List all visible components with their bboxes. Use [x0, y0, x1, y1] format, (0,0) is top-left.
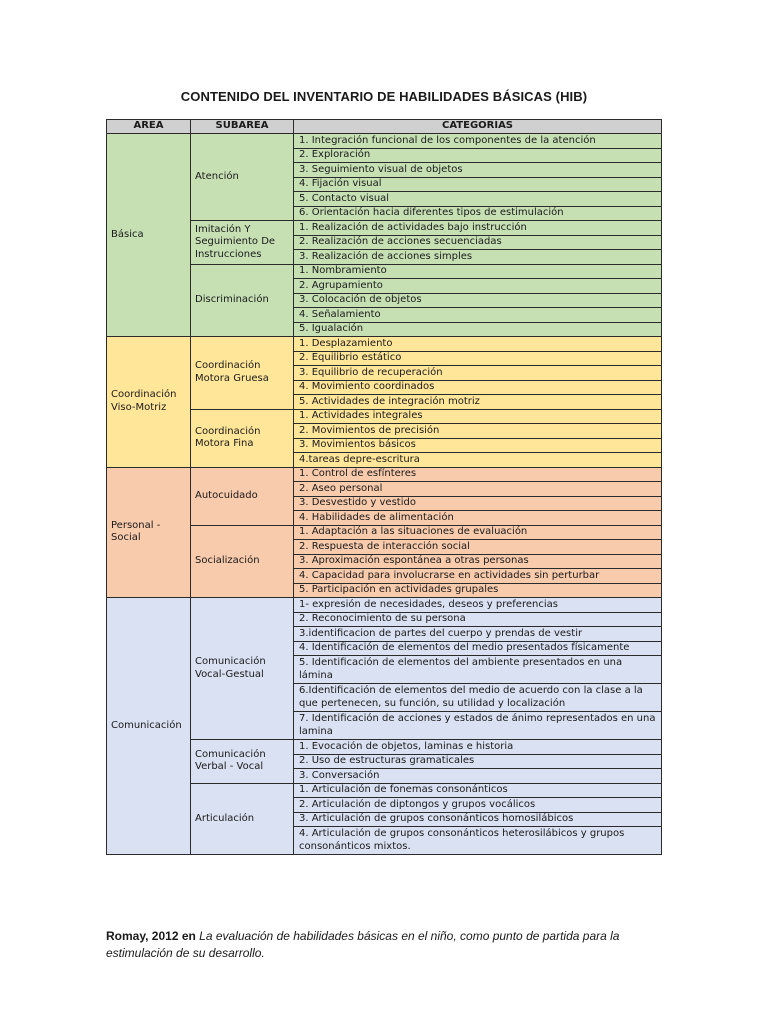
subarea-cell: Coordinación Motora Gruesa [191, 337, 294, 410]
table-row [107, 264, 662, 279]
category-cell: 4. Fijación visual [294, 177, 662, 192]
header-categorias: CATEGORIAS [294, 120, 662, 134]
area-cell: Comunicación [107, 598, 191, 855]
table-row [107, 337, 662, 352]
category-cell: 4. Movimiento coordinados [294, 380, 662, 395]
category-cell: 5. Actividades de integración motriz [294, 395, 662, 410]
area-cell: Coordinación Viso-Motriz [107, 337, 191, 468]
category-cell: 5. Igualación [294, 322, 662, 337]
category-cell: 1. Control de esfínteres [294, 467, 662, 482]
table-row [107, 221, 662, 236]
category-cell: 2. Equilibrio estático [294, 351, 662, 366]
area-cell: Personal - Social [107, 467, 191, 598]
subarea-cell: Discriminación [191, 264, 294, 337]
category-cell: 1. Realización de actividades bajo instrucción [294, 221, 662, 236]
category-cell: 1. Nombramiento [294, 264, 662, 279]
subarea-cell: Coordinación Motora Fina [191, 409, 294, 467]
category-cell: 6. Orientación hacia diferentes tipos de estimulación [294, 206, 662, 221]
area-cell: Básica [107, 134, 191, 337]
category-cell: 4. Habilidades de alimentación [294, 511, 662, 526]
table-row [107, 467, 662, 482]
category-cell: 6.Identificación de elementos del medio de acuerdo con la clase a la que pertenecen, su función, su utilidad y localización [294, 684, 662, 712]
category-cell: 3. Seguimiento visual de objetos [294, 163, 662, 178]
subarea-cell: Imitación Y Seguimiento De Instrucciones [191, 221, 294, 265]
subarea-cell: Autocuidado [191, 467, 294, 525]
category-cell: 4.tareas depre-escritura [294, 453, 662, 468]
category-cell: 2. Articulación de diptongos y grupos vocálicos [294, 798, 662, 813]
category-cell: 2. Exploración [294, 148, 662, 163]
citation-work: La evaluación de habilidades básicas en el niño, como punto de partida para la estimulación de su desarrollo. [106, 929, 620, 960]
table-row [107, 783, 662, 798]
table-body [107, 134, 662, 855]
category-cell: 3. Realización de acciones simples [294, 250, 662, 265]
header-subarea: SUBAREA [191, 120, 294, 134]
category-cell: 4. Capacidad para involucrarse en actividades sin perturbar [294, 569, 662, 584]
subarea-cell: Comunicación Verbal - Vocal [191, 740, 294, 784]
subarea-cell: Comunicación Vocal-Gestual [191, 598, 294, 740]
category-cell: 2. Aseo personal [294, 482, 662, 497]
category-cell: 3. Desvestido y vestido [294, 496, 662, 511]
category-cell: 2. Uso de estructuras gramaticales [294, 754, 662, 769]
category-cell: 1. Integración funcional de los componentes de la atención [294, 134, 662, 149]
category-cell: 1. Evocación de objetos, laminas e historia [294, 740, 662, 755]
citation [106, 928, 666, 962]
category-cell: 1. Actividades integrales [294, 409, 662, 424]
subarea-cell: Socialización [191, 525, 294, 598]
category-cell: 1. Articulación de fonemas consonánticos [294, 783, 662, 798]
habilidades-table [106, 119, 662, 855]
category-cell: 2. Movimientos de precisión [294, 424, 662, 439]
category-cell: 2. Reconocimiento de su persona [294, 612, 662, 627]
category-cell: 3. Aproximación espontánea a otras personas [294, 554, 662, 569]
table-row [107, 598, 662, 613]
table-row [107, 409, 662, 424]
category-cell: 1. Adaptación a las situaciones de evaluación [294, 525, 662, 540]
subarea-cell: Atención [191, 134, 294, 221]
category-cell: 3.identificacion de partes del cuerpo y prendas de vestir [294, 627, 662, 642]
category-cell: 5. Contacto visual [294, 192, 662, 207]
category-cell: 5. Participación en actividades grupales [294, 583, 662, 598]
table-row [107, 134, 662, 149]
category-cell: 2. Respuesta de interacción social [294, 540, 662, 555]
category-cell: 4. Señalamiento [294, 308, 662, 323]
category-cell: 7. Identificación de acciones y estados de ánimo representados en una lamina [294, 712, 662, 740]
category-cell: 4. Identificación de elementos del medio presentados físicamente [294, 641, 662, 656]
table-row [107, 525, 662, 540]
category-cell: 3. Colocación de objetos [294, 293, 662, 308]
category-cell: 1. Desplazamiento [294, 337, 662, 352]
document-title: CONTENIDO DEL INVENTARIO DE HABILIDADES BÁSICAS (HIB) [180, 89, 588, 104]
category-cell: 5. Identificación de elementos del ambiente presentados en una lámina [294, 656, 662, 684]
category-cell: 2. Realización de acciones secuenciadas [294, 235, 662, 250]
table-header-row [107, 120, 662, 134]
category-cell: 2. Agrupamiento [294, 279, 662, 294]
category-cell: 3. Conversación [294, 769, 662, 784]
category-cell: 3. Movimientos básicos [294, 438, 662, 453]
citation-author: Romay, 2012 en [106, 929, 196, 943]
category-cell: 4. Articulación de grupos consonánticos heterosilábicos y grupos consonánticos mixtos. [294, 827, 662, 855]
category-cell: 1- expresión de necesidades, deseos y preferencias [294, 598, 662, 613]
table-row [107, 740, 662, 755]
category-cell: 3. Articulación de grupos consonánticos homosilábicos [294, 812, 662, 827]
category-cell: 3. Equilibrio de recuperación [294, 366, 662, 381]
subarea-cell: Articulación [191, 783, 294, 855]
header-area: AREA [107, 120, 191, 134]
